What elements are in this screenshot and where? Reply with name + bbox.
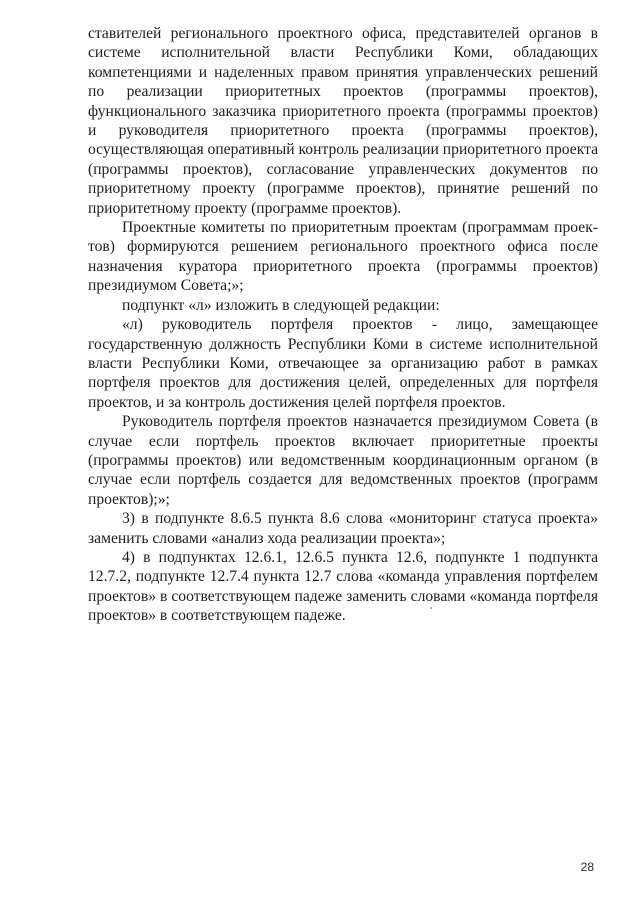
- paragraph-subitem-l-definition: «л) руководитель портфеля проектов - лицо, замещающее государственную должность Республики Коми в системе исполнительной власти Республики Коми, отвечающее за организацию работ в рамках портфеля проектов для достижения целей, определенных для портфеля проектов, и за контроль достижения целей портфеля проектов.: [88, 316, 598, 411]
- paragraph-subitem-l-intro: подпункт «л» изложить в следующей редакции:: [122, 296, 440, 314]
- paragraph-continuation: ставителей регионального проектного офиса, представителей органов в системе исполнительной власти Республики Коми, обладающих компетенциями и наделенных правом принятия управленческих решений по реализации приоритетных проектов (программы проектов), функционального заказчика приоритетного проекта (программы проектов) и руководителя приоритетного проекта (программы проектов), осуществляющая оперативный контроль реализации приоритетного проекта (программы проектов), согласование управленческих документов по приоритетному проекту (программе проектов), принятие решений по приоритетному проекту (программе проектов).: [88, 25, 598, 217]
- page-number: 28: [580, 860, 594, 874]
- scan-speck: [430, 607, 432, 609]
- paragraph-item-4: 4) в подпунктах 12.6.1, 12.6.5 пункта 12.6, подпункте 1 подпункта 12.7.2, подпункте 12.7.4 пункта 12.7 слова «команда управления портфелем проектов» в соответствующем падеже заменить словами «команда портфеля проектов» в соответствующем падеже.: [88, 548, 598, 625]
- document-body: [88, 24, 598, 626]
- paragraph-item-3: 3) в подпункте 8.6.5 пункта 8.6 слова «мониторинг статуса проекта» заменить словами «анализ хода реализации проекта»;: [88, 510, 598, 547]
- paragraph-project-committees: Проектные комитеты по приоритетным проектам (программам проектов) формируются решением регионального проектного офиса после назначения куратора приоритетного проекта (программы проектов) президиумом Совета;»;: [88, 219, 598, 295]
- paragraph-portfolio-manager: Руководитель портфеля проектов назначается президиумом Совета (в случае если портфель проектов включает приоритетные проекты (программы проектов) или ведомственным координационным органом (в случае если портфель создается для ведомственных проектов (программ проектов);»;: [88, 413, 598, 508]
